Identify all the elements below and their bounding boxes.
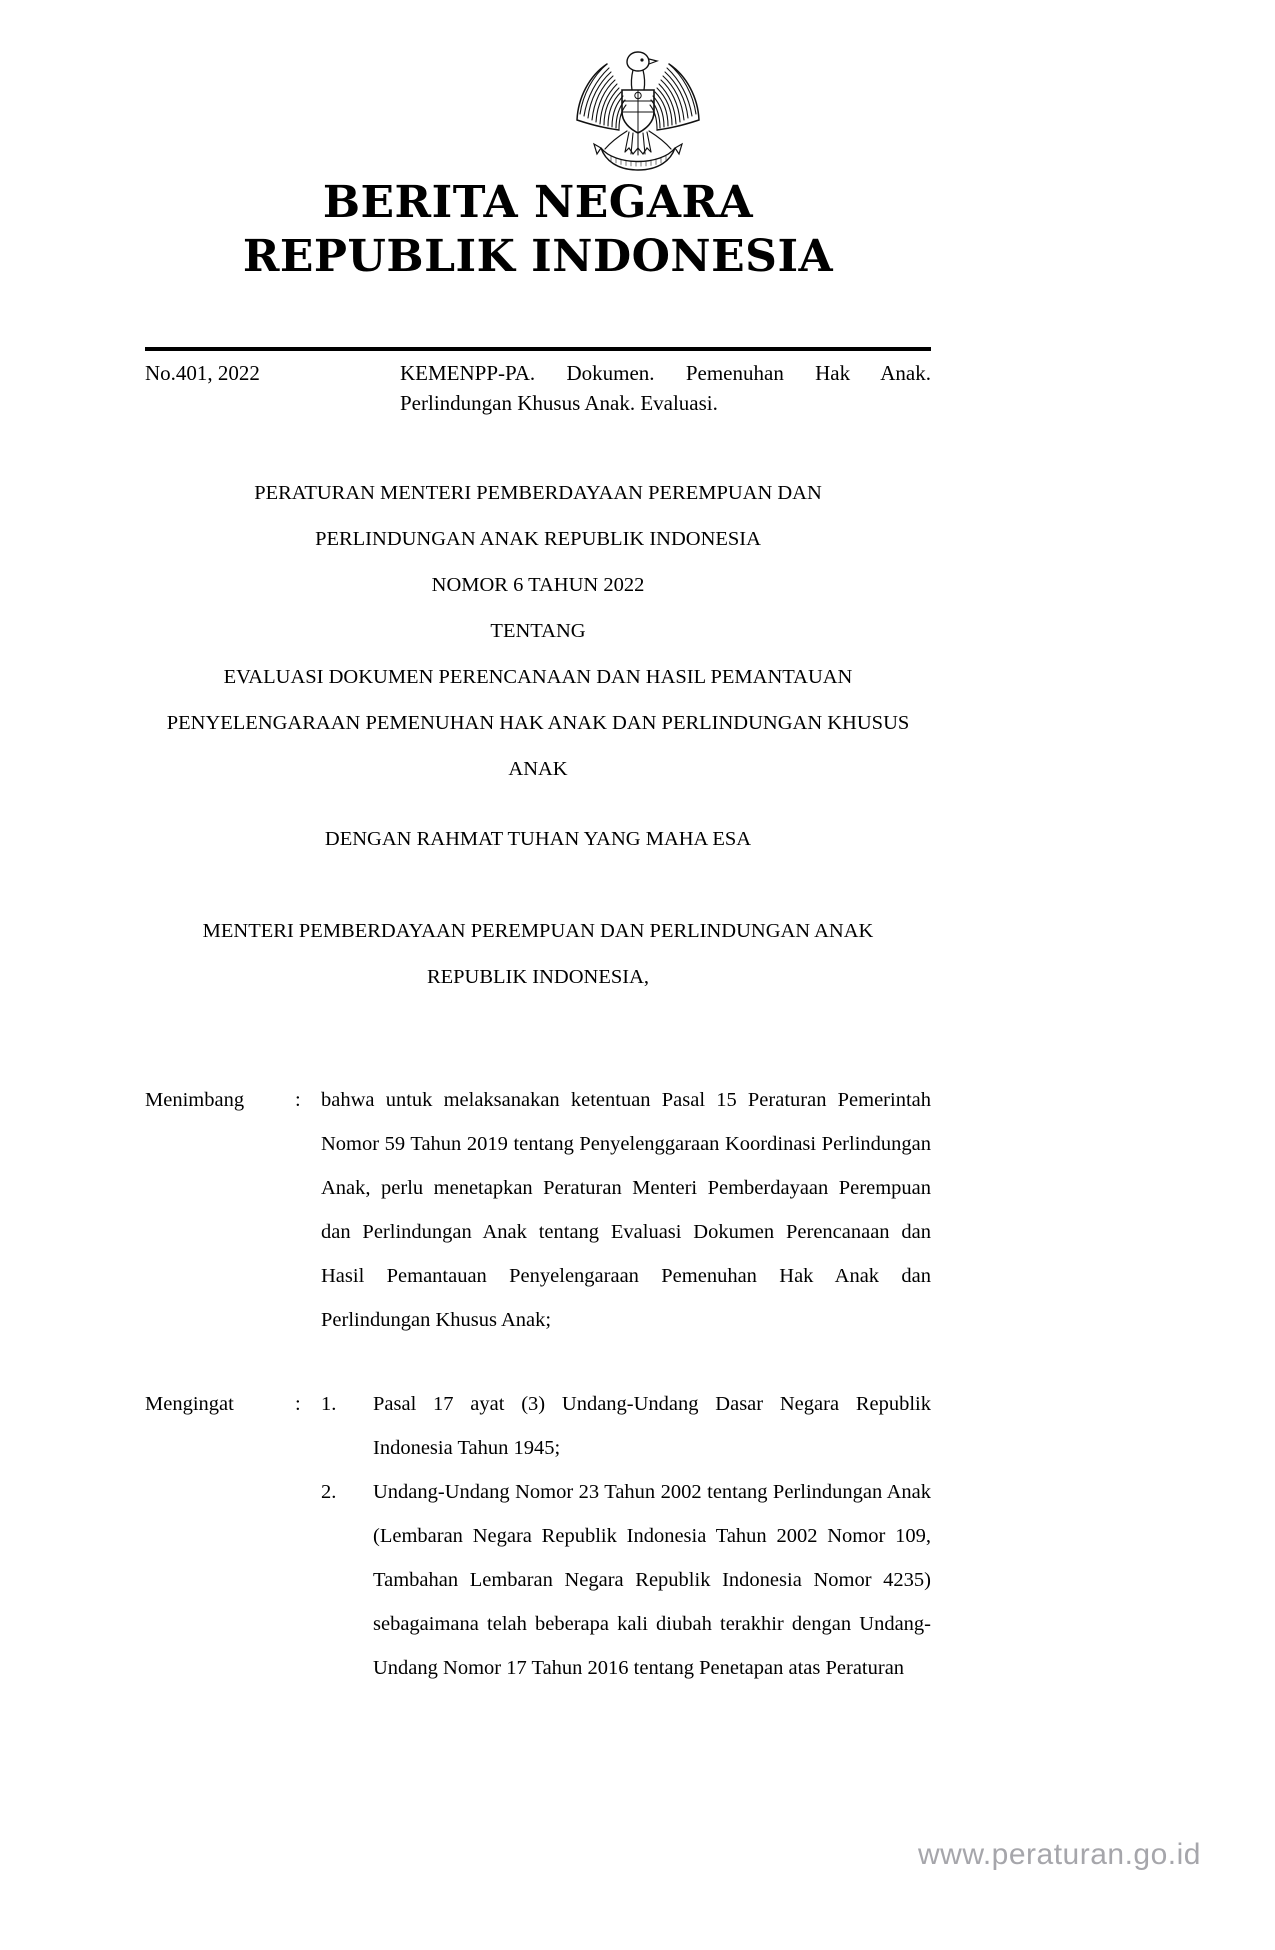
considering-text: bahwa untuk melaksanakan ketentuan Pasal 15 Peraturan Pemerintah Nomor 59 Tahun 2019 tentang Penyelenggaraan Koordinasi Perlindungan Anak, perlu menetapkan Peraturan Menteri Pemberdayaan Perempuan dan Perlindungan Anak tentang Evaluasi Dokumen Perencanaan dan Hasil Pemantauan Penyelengaraan Pemenuhan Hak Anak dan Perlindungan Khusus Anak; bbox=[321, 1089, 931, 1331]
title-line-4-tentang: TENTANG bbox=[490, 620, 586, 642]
regulation-title-block bbox=[145, 470, 931, 792]
authority-line-2: REPUBLIK INDONESIA, bbox=[426, 966, 650, 988]
title-line-3-number: NOMOR 6 TAHUN 2022 bbox=[431, 574, 645, 596]
list-item bbox=[321, 1470, 931, 1690]
title-line-1: PERATURAN MENTERI PEMBERDAYAAN PEREMPUAN DAN bbox=[254, 482, 822, 504]
title-line-5: EVALUASI DOKUMEN PERENCANAAN DAN HASIL PEMANTAUAN bbox=[223, 666, 853, 688]
masthead-line-1: BERITA NEGARA bbox=[322, 177, 754, 228]
authority-line-1: MENTERI PEMBERDAYAAN PEREMPUAN DAN PERLINDUNGAN ANAK bbox=[202, 920, 874, 942]
title-line-6: PENYELENGARAAN PEMENUHAN HAK ANAK DAN PERLINDUNGAN KHUSUS bbox=[166, 712, 910, 734]
emblem-container bbox=[0, 28, 1275, 181]
list-item bbox=[321, 1382, 931, 1470]
recalling-clause bbox=[145, 1382, 931, 1690]
header-subject-line-2: Perlindungan Khusus Anak. Evaluasi. bbox=[400, 391, 718, 415]
header-subject bbox=[400, 358, 931, 418]
site-watermark: www.peraturan.go.id bbox=[918, 1838, 1201, 1871]
considering-label: Menimbang bbox=[145, 1089, 245, 1111]
recalling-item-1-number: 1. bbox=[321, 1393, 337, 1415]
header-subject-line-1: KEMENPP-PA. Dokumen. Pemenuhan Hak Anak. bbox=[400, 361, 931, 385]
recalling-colon: : bbox=[295, 1393, 301, 1415]
title-line-7: ANAK bbox=[508, 758, 568, 780]
gazette-number: No.401, 2022 bbox=[145, 361, 260, 385]
header-info-row bbox=[145, 358, 931, 418]
recalling-item-1-text: Pasal 17 ayat (3) Undang-Undang Dasar Negara Republik Indonesia Tahun 1945; bbox=[373, 1393, 931, 1459]
recalling-label: Mengingat bbox=[145, 1393, 234, 1415]
recalling-item-2-number: 2. bbox=[321, 1481, 337, 1503]
masthead-line-2: REPUBLIK INDONESIA bbox=[242, 231, 834, 282]
masthead-divider bbox=[145, 347, 931, 351]
invocation: DENGAN RAHMAT TUHAN YANG MAHA ESA bbox=[324, 828, 752, 850]
masthead bbox=[145, 176, 931, 284]
recalling-item-2-text: Undang-Undang Nomor 23 Tahun 2002 tentang Perlindungan Anak (Lembaran Negara Republik Indonesia Tahun 2002 Nomor 109, Tambahan Lembaran Negara Republik Indonesia Nomor 4235) sebagaimana telah beberapa kali diubah terakhir dengan Undang-Undang Nomor 17 Tahun 2016 tentang Penetapan atas Peraturan bbox=[373, 1481, 931, 1679]
considering-colon: : bbox=[295, 1089, 301, 1111]
preamble-body bbox=[145, 1078, 931, 1712]
title-line-2: PERLINDUNGAN ANAK REPUBLIK INDONESIA bbox=[315, 528, 761, 550]
considering-clause bbox=[145, 1078, 931, 1342]
garuda-pancasila-emblem bbox=[563, 28, 713, 176]
recalling-list bbox=[321, 1382, 931, 1690]
